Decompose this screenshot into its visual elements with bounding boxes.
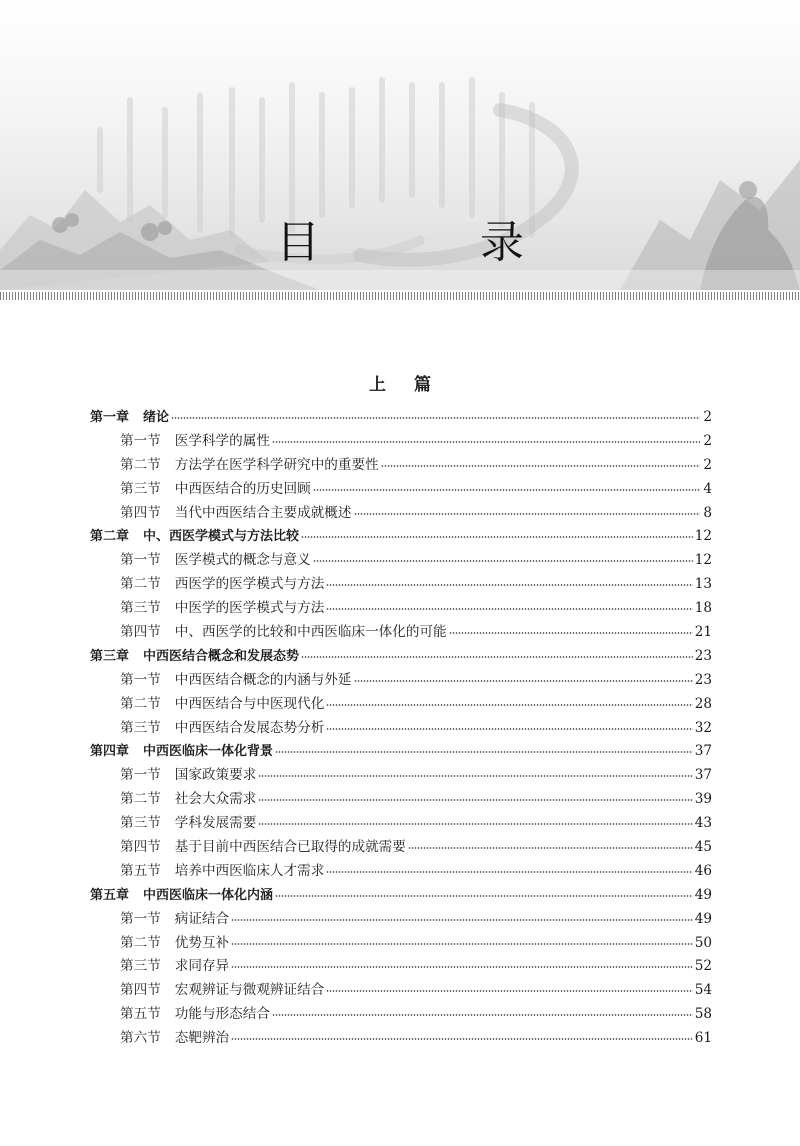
toc-entry-title: 国家政策要求 [174, 767, 257, 784]
toc-entry-number: 第一节 [120, 552, 161, 569]
toc-entry-title: 绪论 [143, 410, 170, 425]
toc-entry-number: 第三节 [120, 719, 161, 736]
toc-entry-number: 第一节 [120, 432, 161, 449]
toc-page-number: 12 [694, 552, 712, 569]
toc-entry-title: 中、西医学的比较和中西医临床一体化的可能 [174, 624, 447, 641]
dot-leader [171, 417, 700, 419]
part-heading: 上篇 [369, 375, 459, 395]
toc-page-number: 54 [694, 982, 712, 999]
toc-entry-title: 求同存异 [174, 958, 230, 975]
toc-page-number: 46 [694, 862, 712, 879]
dot-leader [231, 919, 693, 921]
toc-page-number: 13 [694, 576, 712, 593]
table-of-contents [90, 406, 712, 1051]
dot-leader [381, 465, 700, 467]
toc-entry-title: 基于目前中西医结合已取得的成就需要 [174, 839, 406, 856]
toc-chapter-entry[interactable] [90, 525, 712, 549]
toc-page-number: 4 [703, 480, 712, 497]
toc-entry-title: 中、西医学模式与方法比较 [143, 529, 300, 545]
toc-entry-title: 功能与形态结合 [174, 1006, 270, 1023]
toc-section-entry[interactable] [90, 932, 712, 956]
toc-chapter-entry[interactable] [90, 645, 712, 669]
dot-leader [326, 728, 692, 730]
toc-section-entry[interactable] [90, 502, 712, 526]
dot-leader [258, 799, 692, 801]
toc-entry-title: 社会大众需求 [174, 791, 257, 808]
toc-entry-number: 第二节 [120, 576, 161, 593]
dot-leader [275, 751, 693, 753]
toc-entry-title: 中西医临床一体化背景 [143, 744, 274, 760]
dot-leader [326, 584, 692, 586]
toc-page-number: 37 [694, 767, 712, 784]
dot-leader [275, 895, 693, 897]
dot-leader [326, 990, 692, 992]
header-banner [0, 0, 800, 290]
toc-entry-number: 第四章 [90, 744, 130, 760]
toc-entry-number: 第一节 [120, 671, 161, 688]
toc-entry-title: 方法学在医学科学研究中的重要性 [174, 456, 379, 473]
toc-section-entry[interactable] [90, 812, 712, 836]
toc-chapter-entry[interactable] [90, 406, 712, 430]
toc-entry-title: 医学科学的属性 [174, 432, 270, 449]
toc-entry-title: 中西医结合发展态势分析 [174, 719, 325, 736]
toc-page-number: 58 [694, 1006, 712, 1023]
toc-entry-number: 第五节 [120, 862, 161, 879]
toc-section-entry[interactable] [90, 979, 712, 1003]
toc-page-number: 39 [694, 791, 712, 808]
toc-entry-number: 第一节 [120, 767, 161, 784]
dot-leader [326, 704, 692, 706]
toc-section-entry[interactable] [90, 669, 712, 693]
toc-entry-title: 病证结合 [174, 910, 230, 927]
toc-section-entry[interactable] [90, 717, 712, 741]
toc-chapter-entry[interactable] [90, 884, 712, 908]
toc-page-number: 32 [694, 719, 712, 736]
toc-entry-number: 第五章 [90, 887, 130, 903]
dot-leader [354, 680, 693, 682]
toc-section-entry[interactable] [90, 693, 712, 717]
toc-entry-number: 第五节 [120, 1006, 161, 1023]
toc-entry-number: 第四节 [120, 839, 161, 856]
toc-entry-title: 中西医结合与中医现代化 [174, 695, 325, 712]
toc-page-number: 61 [694, 1030, 712, 1047]
toc-entry-number: 第四节 [120, 982, 161, 999]
toc-entry-title: 中西医结合概念的内涵与外延 [174, 671, 352, 688]
toc-entry-title: 西医学的医学模式与方法 [174, 576, 325, 593]
toc-chapter-entry[interactable] [90, 740, 712, 764]
toc-entry-number: 第六节 [120, 1030, 161, 1047]
dot-leader [326, 608, 692, 610]
toc-section-entry[interactable] [90, 908, 712, 932]
toc-page-number: 12 [694, 528, 712, 545]
toc-page-number: 21 [694, 624, 712, 641]
toc-section-entry[interactable] [90, 454, 712, 478]
toc-entry-number: 第四节 [120, 624, 161, 641]
toc-entry-title: 医学模式的概念与意义 [174, 552, 311, 569]
toc-page-number: 45 [694, 839, 712, 856]
dot-leader [313, 489, 700, 491]
toc-page-number: 37 [694, 743, 712, 760]
toc-page-number: 43 [694, 815, 712, 832]
toc-section-entry[interactable] [90, 478, 712, 502]
toc-section-entry[interactable] [90, 860, 712, 884]
toc-entry-number: 第二章 [90, 529, 130, 545]
toc-page-number: 28 [694, 695, 712, 712]
dot-leader [258, 823, 692, 825]
dot-leader [231, 943, 693, 945]
dot-leader [258, 775, 692, 777]
toc-page-number: 2 [703, 456, 712, 473]
dot-leader [272, 1014, 693, 1016]
dot-leader [326, 871, 692, 873]
toc-entry-title: 态靶辨治 [174, 1030, 230, 1047]
toc-entry-number: 第二节 [120, 934, 161, 951]
toc-entry-number: 第三节 [120, 958, 161, 975]
toc-entry-number: 第二节 [120, 791, 161, 808]
toc-entry-title: 培养中西医临床人才需求 [174, 862, 325, 879]
toc-entry-number: 第三节 [120, 600, 161, 617]
toc-entry-number: 第二节 [120, 456, 161, 473]
dot-leader [272, 441, 700, 443]
toc-entry-title: 中西医结合概念和发展态势 [143, 648, 300, 664]
dot-leader [231, 966, 693, 968]
toc-section-entry[interactable] [90, 549, 712, 573]
toc-entry-title: 中医学的医学模式与方法 [174, 600, 325, 617]
dot-leader [301, 656, 693, 658]
toc-entry-number: 第三节 [120, 815, 161, 832]
decorative-ruler-divider [0, 292, 800, 300]
toc-page-number: 23 [694, 647, 712, 664]
toc-section-entry[interactable] [90, 764, 712, 788]
toc-section-entry[interactable] [90, 788, 712, 812]
toc-entry-title: 宏观辨证与微观辨证结合 [174, 982, 325, 999]
toc-page-number: 49 [694, 886, 712, 903]
toc-entry-title: 当代中西医结合主要成就概述 [174, 504, 352, 521]
dot-leader [231, 1038, 693, 1040]
toc-page-number: 49 [694, 910, 712, 927]
toc-entry-title: 中西医临床一体化内涵 [143, 887, 274, 903]
toc-page-number: 8 [703, 504, 712, 521]
toc-entry-title: 学科发展需要 [174, 815, 257, 832]
toc-section-entry[interactable] [90, 1027, 712, 1051]
toc-entry-number: 第四节 [120, 504, 161, 521]
toc-entry-number: 第三章 [90, 648, 130, 664]
toc-entry-number: 第一节 [120, 910, 161, 927]
page-title: 目 录 [276, 217, 582, 268]
toc-entry-title: 中西医结合的历史回顾 [174, 480, 311, 497]
toc-section-entry[interactable] [90, 573, 712, 597]
toc-entry-number: 第三节 [120, 480, 161, 497]
toc-section-entry[interactable] [90, 597, 712, 621]
toc-entry-number: 第一章 [90, 410, 130, 425]
dot-leader [313, 560, 693, 562]
dot-leader [301, 536, 693, 538]
toc-page-number: 52 [694, 958, 712, 975]
dot-leader [449, 632, 693, 634]
toc-page-number: 23 [694, 671, 712, 688]
toc-entry-number: 第二节 [120, 695, 161, 712]
toc-page-number: 2 [703, 409, 712, 425]
toc-section-entry[interactable] [90, 836, 712, 860]
toc-page-number: 2 [703, 432, 712, 449]
dot-leader [354, 513, 701, 515]
toc-section-entry[interactable] [90, 621, 712, 645]
toc-entry-title: 优势互补 [174, 934, 230, 951]
toc-section-entry[interactable] [90, 955, 712, 979]
dot-leader [408, 847, 693, 849]
toc-section-entry[interactable] [90, 1003, 712, 1027]
toc-page-number: 50 [694, 934, 712, 951]
toc-section-entry[interactable] [90, 430, 712, 454]
toc-page-number: 18 [694, 600, 712, 617]
